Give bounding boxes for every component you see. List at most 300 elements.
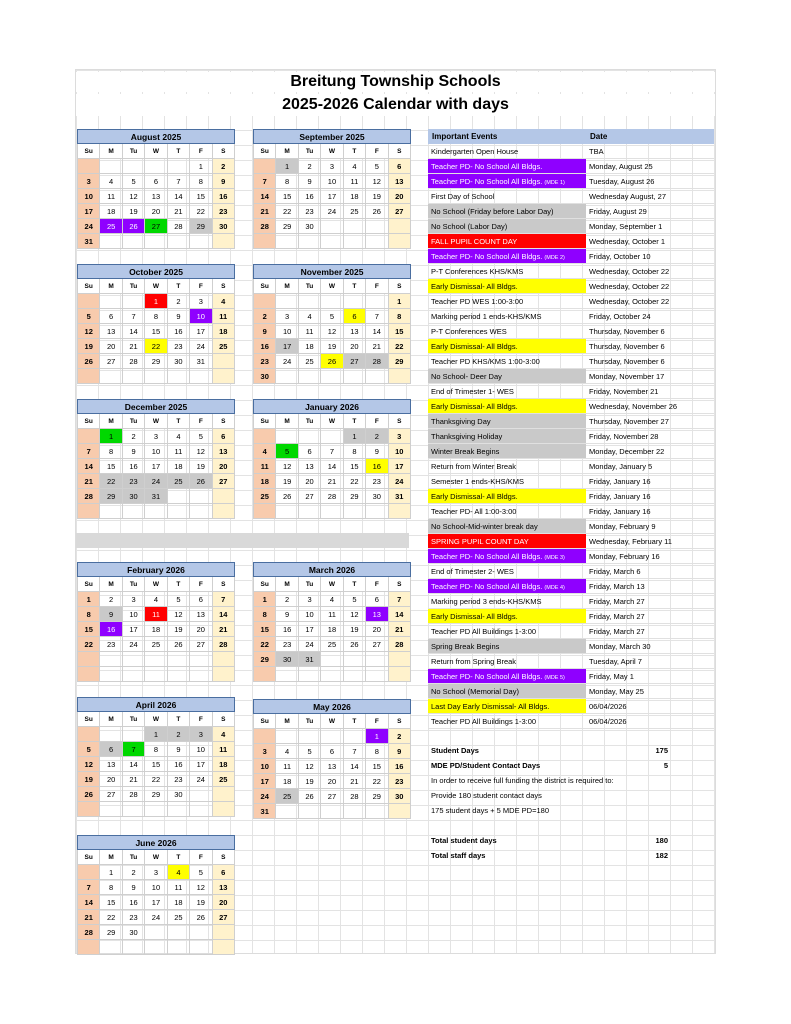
- empty-day-cell: [168, 802, 190, 817]
- month-calendar: [77, 835, 235, 955]
- weekday-label: M: [100, 279, 122, 294]
- event-name-text: Early Dismissal- All Bldgs.: [431, 612, 518, 621]
- empty-day-cell: [145, 802, 167, 817]
- day-cell: 26: [77, 354, 100, 369]
- day-cell: 24: [190, 772, 212, 787]
- day-cell: 4: [299, 309, 321, 324]
- day-cell: 29: [100, 489, 122, 504]
- event-row: [428, 459, 714, 474]
- note-row: [428, 773, 714, 788]
- event-row: [428, 684, 714, 699]
- event-name: [428, 264, 586, 279]
- day-cell: 23: [168, 339, 190, 354]
- weekday-label: T: [168, 144, 190, 159]
- day-cell: 25: [213, 339, 235, 354]
- empty-day-cell: [253, 729, 276, 744]
- event-name-text: Teacher PD- No School All Bldgs.: [431, 552, 543, 561]
- event-name-text: No School (Memorial Day): [431, 687, 519, 696]
- empty-day-cell: [100, 294, 122, 309]
- day-cell: 20: [100, 339, 122, 354]
- day-cell: 28: [253, 219, 276, 234]
- day-cell: 21: [344, 774, 366, 789]
- day-cell: 15: [100, 895, 122, 910]
- day-cell: 25: [168, 474, 190, 489]
- day-cell: 8: [100, 444, 122, 459]
- day-cell: 5: [77, 742, 100, 757]
- day-cell: 11: [145, 607, 167, 622]
- weekday-label: S: [389, 279, 411, 294]
- day-cell: 26: [276, 489, 298, 504]
- day-cell: 23: [253, 354, 276, 369]
- day-cell: 30: [213, 219, 235, 234]
- week-row: [77, 592, 235, 607]
- event-name-text: No School (Labor Day): [431, 222, 508, 231]
- event-date: Friday, March 27: [586, 594, 714, 609]
- weekday-label: M: [100, 712, 122, 727]
- event-row: [428, 189, 714, 204]
- day-cell: 24: [190, 339, 212, 354]
- weekday-label: Su: [77, 414, 100, 429]
- event-row: [428, 159, 714, 174]
- day-cell: 7: [77, 444, 100, 459]
- day-cell: 24: [299, 637, 321, 652]
- day-cell: 1: [100, 429, 122, 444]
- month-title: October 2025: [77, 264, 235, 279]
- day-cell: 19: [168, 622, 190, 637]
- day-cell: 29: [276, 219, 298, 234]
- day-cell: 23: [123, 910, 145, 925]
- event-date: Friday, October 10: [586, 249, 714, 264]
- week-row: [253, 459, 411, 474]
- day-cell: 21: [321, 474, 343, 489]
- day-cell: 1: [253, 592, 276, 607]
- day-cell: 21: [253, 204, 276, 219]
- day-cell: 6: [145, 174, 167, 189]
- empty-day-cell: [253, 294, 276, 309]
- event-row: [428, 264, 714, 279]
- empty-day-cell: [389, 234, 411, 249]
- week-row: [77, 652, 235, 667]
- day-cell: 1: [77, 592, 100, 607]
- day-cell: 4: [100, 174, 122, 189]
- event-row: [428, 144, 714, 159]
- weekday-label: W: [321, 414, 343, 429]
- empty-day-cell: [123, 234, 145, 249]
- day-cell: 14: [77, 895, 100, 910]
- day-cell: 2: [253, 309, 276, 324]
- empty-day-cell: [168, 652, 190, 667]
- day-cell: 6: [190, 592, 212, 607]
- day-cell: 15: [366, 759, 388, 774]
- day-cell: 2: [123, 429, 145, 444]
- event-row: [428, 534, 714, 549]
- day-cell: 4: [168, 429, 190, 444]
- event-date: Wednesday, October 22: [586, 294, 714, 309]
- event-row: [428, 549, 714, 564]
- empty-day-cell: [299, 667, 321, 682]
- empty-day-cell: [100, 940, 122, 955]
- day-cell: 16: [253, 339, 276, 354]
- week-row: [77, 772, 235, 787]
- day-cell: 6: [366, 592, 388, 607]
- funding-note: In order to receive full funding the district is required to:: [431, 776, 614, 785]
- day-cell: 28: [366, 354, 388, 369]
- event-date: Wednesday, October 1: [586, 234, 714, 249]
- empty-day-cell: [253, 667, 276, 682]
- event-name: [428, 324, 586, 339]
- day-cell: 5: [299, 744, 321, 759]
- day-cell: 15: [344, 459, 366, 474]
- day-cell: 20: [389, 189, 411, 204]
- day-cell: 18: [100, 204, 122, 219]
- day-cell: 29: [100, 925, 122, 940]
- event-name: [428, 459, 586, 474]
- event-name-text: Thanksgiving Holiday: [431, 432, 503, 441]
- weekday-label: S: [389, 144, 411, 159]
- weekday-label: Su: [77, 144, 100, 159]
- week-row: [253, 607, 411, 622]
- event-name-text: Early Dismissal- All Bldgs.: [431, 492, 518, 501]
- day-cell: 18: [276, 774, 298, 789]
- empty-day-cell: [100, 369, 122, 384]
- empty-day-cell: [168, 489, 190, 504]
- day-cell: 2: [276, 592, 298, 607]
- event-name: [428, 654, 586, 669]
- empty-day-cell: [253, 504, 276, 519]
- weekday-label: Tu: [123, 144, 145, 159]
- event-name: [428, 279, 586, 294]
- empty-day-cell: [190, 489, 212, 504]
- event-name: [428, 204, 586, 219]
- event-row: [428, 564, 714, 579]
- student-days-row: [428, 743, 714, 758]
- day-cell: 28: [123, 354, 145, 369]
- day-cell: 14: [389, 607, 411, 622]
- empty-day-cell: [100, 802, 122, 817]
- day-cell: 16: [299, 189, 321, 204]
- day-cell: 4: [276, 744, 298, 759]
- day-cell: 19: [299, 774, 321, 789]
- event-name-text: Teacher PD- No School All Bldgs.: [431, 252, 543, 261]
- week-row: [253, 354, 411, 369]
- day-cell: 20: [100, 772, 122, 787]
- day-cell: 31: [190, 354, 212, 369]
- day-cell: 6: [321, 744, 343, 759]
- week-row: [77, 294, 235, 309]
- weekday-label: Su: [77, 279, 100, 294]
- event-name-text: No School-Mid-winter break day: [431, 522, 538, 531]
- week-row: [77, 339, 235, 354]
- event-date: Thursday, November 6: [586, 324, 714, 339]
- weekday-label: Tu: [299, 714, 321, 729]
- weekday-label: S: [213, 850, 235, 865]
- day-cell: 21: [168, 204, 190, 219]
- empty-day-cell: [344, 219, 366, 234]
- day-cell: 1: [190, 159, 212, 174]
- day-cell: 5: [77, 309, 100, 324]
- day-cell: 21: [123, 339, 145, 354]
- day-cell: 16: [276, 622, 298, 637]
- empty-day-cell: [77, 667, 100, 682]
- event-row: [428, 174, 714, 189]
- month-title: December 2025: [77, 399, 235, 414]
- weekday-label: F: [190, 712, 212, 727]
- event-date: Friday, November 21: [586, 384, 714, 399]
- event-date: Thursday, November 27: [586, 414, 714, 429]
- empty-day-cell: [190, 802, 212, 817]
- empty-day-cell: [168, 940, 190, 955]
- day-cell: 2: [168, 294, 190, 309]
- event-mde-tag: (MDE 4): [544, 585, 565, 591]
- empty-day-cell: [213, 369, 235, 384]
- month-calendar: [77, 264, 235, 384]
- day-cell: 12: [190, 880, 212, 895]
- day-cell: 10: [276, 324, 298, 339]
- event-row: [428, 699, 714, 714]
- weekday-header-row: [77, 850, 235, 865]
- empty-day-cell: [168, 925, 190, 940]
- weekday-label: F: [366, 279, 388, 294]
- weekday-label: S: [213, 144, 235, 159]
- weekday-label: W: [145, 279, 167, 294]
- day-cell: 11: [213, 309, 235, 324]
- events-table: [428, 129, 714, 729]
- weekday-header-row: [253, 414, 411, 429]
- event-name-text: Return from Winter Break: [431, 462, 517, 471]
- day-cell: 13: [145, 189, 167, 204]
- day-cell: 5: [344, 592, 366, 607]
- day-cell: 25: [321, 637, 343, 652]
- day-cell: 12: [366, 174, 388, 189]
- empty-day-cell: [123, 727, 145, 742]
- empty-day-cell: [123, 652, 145, 667]
- week-row: [253, 369, 411, 384]
- weekday-label: F: [190, 144, 212, 159]
- empty-day-cell: [299, 369, 321, 384]
- weekday-label: Su: [77, 577, 100, 592]
- day-cell: 3: [190, 294, 212, 309]
- month-title: August 2025: [77, 129, 235, 144]
- week-row: [77, 802, 235, 817]
- event-date: Monday, May 25: [586, 684, 714, 699]
- day-cell: 19: [276, 474, 298, 489]
- day-cell: 8: [100, 880, 122, 895]
- event-name-text: Teacher PD- No School All Bldgs.: [431, 177, 543, 186]
- empty-day-cell: [77, 159, 100, 174]
- note-row: [428, 803, 714, 818]
- day-cell: 22: [253, 637, 276, 652]
- day-cell: 2: [213, 159, 235, 174]
- day-cell: 10: [145, 444, 167, 459]
- day-cell: 18: [213, 324, 235, 339]
- day-cell: 22: [100, 474, 122, 489]
- week-row: [77, 159, 235, 174]
- day-cell: 23: [299, 204, 321, 219]
- day-cell: 27: [321, 789, 343, 804]
- day-cell: 19: [123, 204, 145, 219]
- week-row: [77, 727, 235, 742]
- week-row: [253, 744, 411, 759]
- event-row: [428, 279, 714, 294]
- day-cell: 30: [168, 787, 190, 802]
- empty-day-cell: [213, 802, 235, 817]
- month-calendar: [253, 264, 411, 384]
- day-cell: 18: [168, 459, 190, 474]
- event-name: [428, 189, 586, 204]
- day-cell: 13: [100, 324, 122, 339]
- event-date: Monday, August 25: [586, 159, 714, 174]
- event-name-text: Teacher PD All Buildings 1-3:00: [431, 627, 537, 636]
- weekday-label: F: [366, 144, 388, 159]
- empty-day-cell: [168, 234, 190, 249]
- event-name-text: Kindergarten Open House: [431, 147, 519, 156]
- event-name-text: P-T Conferences WES: [431, 327, 507, 336]
- event-date: Friday, January 16: [586, 474, 714, 489]
- event-name: [428, 669, 586, 684]
- empty-day-cell: [145, 940, 167, 955]
- week-row: [253, 474, 411, 489]
- day-cell: 27: [145, 219, 167, 234]
- event-date: Wednesday, November 26: [586, 399, 714, 414]
- event-name-text: No School (Friday before Labor Day): [431, 207, 554, 216]
- day-cell: 24: [321, 204, 343, 219]
- empty-day-cell: [321, 729, 343, 744]
- empty-day-cell: [190, 369, 212, 384]
- month-calendar: [77, 562, 235, 682]
- event-name: [428, 549, 586, 564]
- day-cell: 4: [213, 294, 235, 309]
- weekday-label: F: [190, 577, 212, 592]
- event-name-text: Spring Break Begins: [431, 642, 500, 651]
- day-cell: 10: [77, 189, 100, 204]
- day-cell: 4: [321, 592, 343, 607]
- empty-day-cell: [344, 234, 366, 249]
- day-cell: 21: [389, 622, 411, 637]
- empty-day-cell: [344, 294, 366, 309]
- weekday-label: Su: [77, 712, 100, 727]
- empty-day-cell: [366, 369, 388, 384]
- day-cell: 18: [344, 189, 366, 204]
- week-row: [253, 324, 411, 339]
- weekday-header-row: [253, 714, 411, 729]
- empty-day-cell: [344, 667, 366, 682]
- day-cell: 3: [253, 744, 276, 759]
- empty-day-cell: [389, 369, 411, 384]
- empty-day-cell: [366, 804, 388, 819]
- weekday-label: Tu: [299, 414, 321, 429]
- event-name: [428, 564, 586, 579]
- day-cell: 6: [100, 742, 122, 757]
- empty-day-cell: [77, 865, 100, 880]
- week-row: [253, 729, 411, 744]
- event-row: [428, 639, 714, 654]
- day-cell: 7: [389, 592, 411, 607]
- day-cell: 11: [213, 742, 235, 757]
- event-row: [428, 339, 714, 354]
- empty-day-cell: [190, 652, 212, 667]
- week-row: [77, 309, 235, 324]
- weekday-header-row: [77, 279, 235, 294]
- day-cell: 20: [145, 204, 167, 219]
- day-cell: 3: [321, 159, 343, 174]
- week-row: [253, 789, 411, 804]
- event-date: Monday, September 1: [586, 219, 714, 234]
- week-row: [253, 219, 411, 234]
- empty-day-cell: [100, 652, 122, 667]
- weekday-label: T: [344, 279, 366, 294]
- weekday-label: Su: [253, 144, 276, 159]
- event-name-text: Early Dismissal- All Bldgs.: [431, 342, 518, 351]
- event-row: [428, 624, 714, 639]
- day-cell: 10: [190, 309, 212, 324]
- day-cell: 8: [389, 309, 411, 324]
- empty-day-cell: [299, 504, 321, 519]
- day-cell: 27: [100, 354, 122, 369]
- day-cell: 19: [77, 339, 100, 354]
- day-cell: 29: [389, 354, 411, 369]
- empty-day-cell: [366, 504, 388, 519]
- week-row: [253, 189, 411, 204]
- empty-day-cell: [190, 787, 212, 802]
- empty-day-cell: [213, 787, 235, 802]
- day-cell: 26: [77, 787, 100, 802]
- day-cell: 22: [389, 339, 411, 354]
- weekday-label: F: [190, 850, 212, 865]
- day-cell: 18: [321, 622, 343, 637]
- event-date: Friday, May 1: [586, 669, 714, 684]
- day-cell: 17: [389, 459, 411, 474]
- day-cell: 12: [276, 459, 298, 474]
- day-cell: 26: [366, 204, 388, 219]
- weekday-label: Tu: [123, 577, 145, 592]
- day-cell: 25: [145, 637, 167, 652]
- day-cell: 2: [299, 159, 321, 174]
- empty-day-cell: [366, 652, 388, 667]
- month-title: May 2026: [253, 699, 411, 714]
- event-name-text: P-T Conferences KHS/KMS: [431, 267, 524, 276]
- day-cell: 8: [190, 174, 212, 189]
- page-title: Breitung Township Schools: [76, 72, 715, 92]
- day-cell: 16: [168, 757, 190, 772]
- day-cell: 22: [145, 772, 167, 787]
- event-name-text: Teacher PD KHS/KMS 1:00-3:00: [431, 357, 540, 366]
- day-cell: 23: [366, 474, 388, 489]
- day-cell: 19: [366, 189, 388, 204]
- day-cell: 22: [190, 204, 212, 219]
- weekday-label: T: [344, 144, 366, 159]
- week-row: [77, 757, 235, 772]
- empty-day-cell: [253, 159, 276, 174]
- day-cell: 3: [123, 592, 145, 607]
- student-days-label: Student Days: [431, 746, 479, 755]
- weekday-label: S: [389, 414, 411, 429]
- day-cell: 25: [100, 219, 122, 234]
- weekday-label: S: [213, 414, 235, 429]
- event-name-text: Teacher PD- No School All Bldgs.: [431, 672, 543, 681]
- month-title: November 2025: [253, 264, 411, 279]
- day-cell: 5: [276, 444, 298, 459]
- day-cell: 25: [276, 789, 298, 804]
- event-row: [428, 204, 714, 219]
- day-cell: 28: [213, 637, 235, 652]
- day-cell: 26: [190, 474, 212, 489]
- empty-day-cell: [77, 940, 100, 955]
- day-cell: 7: [123, 742, 145, 757]
- weekday-label: W: [145, 414, 167, 429]
- week-row: [253, 174, 411, 189]
- day-cell: 1: [145, 294, 167, 309]
- day-cell: 29: [145, 354, 167, 369]
